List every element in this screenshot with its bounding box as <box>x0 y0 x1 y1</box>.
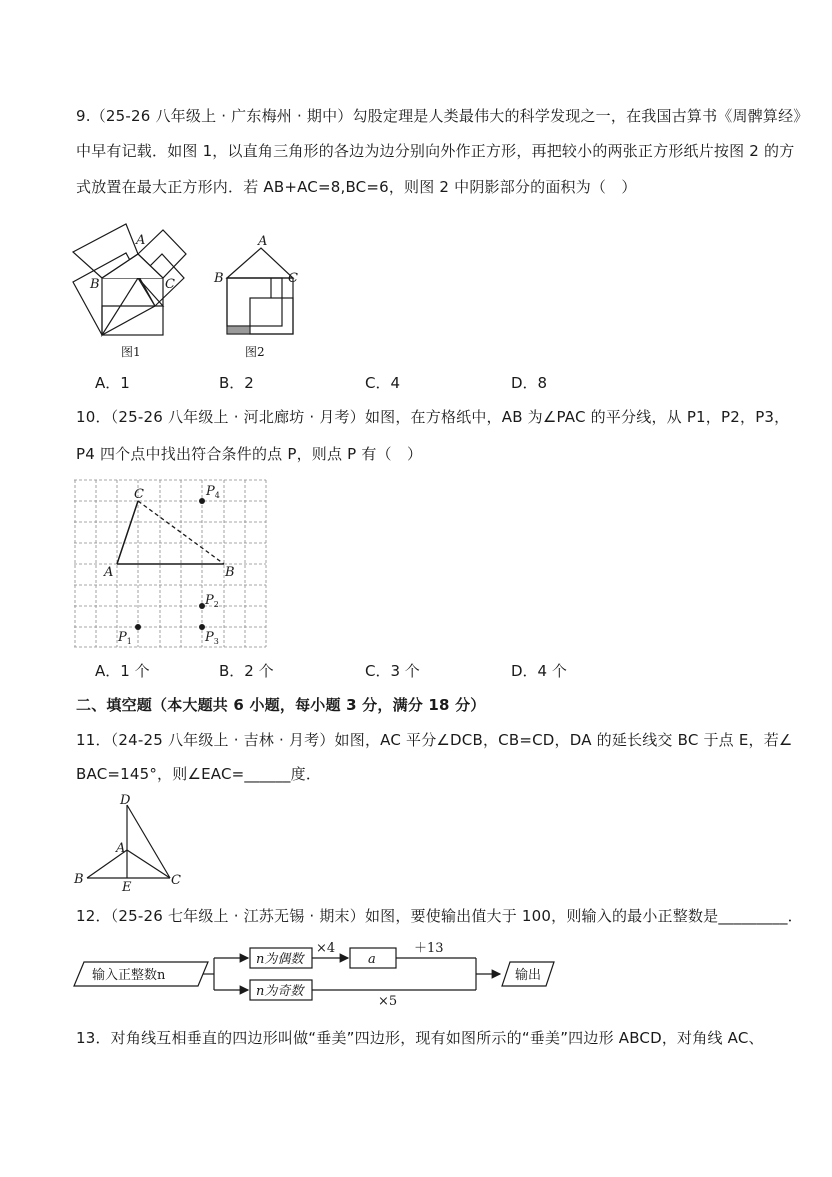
q11-label-e: E <box>122 880 132 895</box>
fig2-label-a: A <box>258 234 268 249</box>
q12-output-label: 输出 <box>515 968 542 983</box>
q12-line1: 12．（25-26 七年级上 · 江苏无锡 · 期末）如图，要使输出值大于 100，则输入的最小正整数是_________． <box>76 907 803 925</box>
fig1-triangle <box>102 278 163 335</box>
q11-line-dc <box>127 805 170 878</box>
q10-label-p3: $P_3$ <box>205 630 219 646</box>
q10-option-a[interactable]: A．1 个 <box>95 662 150 680</box>
fig2-roof <box>227 248 293 278</box>
q13-line1: 13．对角线互相垂直的四边形叫做“垂美”四边形，现有如图所示的“垂美”四边形 ABCD，对角线 AC、 <box>76 1029 764 1047</box>
q11-line1: 11．（24-25 八年级上 · 吉林 · 月考）如图，AC 平分∠DCB，CB=CD，DA 的延长线交 BC 于点 E，若∠ <box>76 731 793 749</box>
q10-grid-figure <box>74 479 268 649</box>
fig2-caption: 图2 <box>245 345 265 359</box>
q9-line1: 9.（25-26 八年级上 · 广东梅州 · 期中）勾股定理是人类最伟大的科学发现之一，在我国古算书《周髀算经》 <box>76 107 809 125</box>
q10-point-p4 <box>199 498 205 504</box>
q10-segment-ac <box>117 501 138 564</box>
q12-input-label: 输入正整数n <box>92 968 166 983</box>
q10-option-c[interactable]: C．3 个 <box>365 662 420 680</box>
q10-label-p4: $P_4$ <box>206 484 220 500</box>
fig2-square-ac <box>250 298 293 334</box>
fig1-label-a: A <box>136 233 146 248</box>
q9-option-a[interactable]: A．1 <box>95 374 130 392</box>
fig1-label-c: C <box>165 277 175 292</box>
fig1-label-b: B <box>90 277 100 292</box>
q12-times5-label: ×5 <box>378 994 398 1009</box>
q11-label-a: A <box>116 841 126 856</box>
q9-option-b[interactable]: B．2 <box>219 374 254 392</box>
fig1-caption: 图1 <box>121 345 141 359</box>
q9-option-c[interactable]: C．4 <box>365 374 401 392</box>
q12-a-label: a <box>368 952 376 967</box>
q9-figure-2 <box>205 232 305 368</box>
q11-label-b: B <box>74 872 84 887</box>
q10-line1: 10．（25-26 八年级上 · 河北廊坊 · 月考）如图，在方格纸中，AB 为∠PAC 的平分线，从 P1，P2，P3， <box>76 408 790 426</box>
fig2-shaded-area <box>227 326 250 334</box>
q11-line-ac <box>127 850 170 878</box>
q10-point-p1 <box>135 624 141 630</box>
fig2-label-b: B <box>214 271 224 286</box>
fig2-label-c: C <box>288 271 298 286</box>
q11-label-c: C <box>171 873 181 888</box>
q10-line2: P4 四个点中找出符合条件的点 P，则点 P 有（ ） <box>76 445 423 463</box>
q9-line3: 式放置在最大正方形内．若 AB+AC=8,BC=6，则图 2 中阴影部分的面积为（ ） <box>76 178 637 196</box>
q10-option-d[interactable]: D．4 个 <box>511 662 567 680</box>
q9-figure-1 <box>60 210 200 370</box>
section-2-title: 二、填空题（本大题共 6 小题，每小题 3 分，满分 18 分） <box>76 696 486 714</box>
q12-flowchart <box>72 938 562 1008</box>
q10-label-p2: $P_2$ <box>205 593 219 609</box>
q10-label-b: B <box>225 565 235 580</box>
q11-line2: BAC=145°，则∠EAC=______度． <box>76 765 322 783</box>
q12-even-label: n为偶数 <box>256 952 304 967</box>
q10-option-b[interactable]: B．2 个 <box>219 662 274 680</box>
q12-plus13-label: ＋13 <box>414 941 444 956</box>
q9-option-d[interactable]: D．8 <box>511 374 548 392</box>
q12-odd-label: n为奇数 <box>256 984 304 999</box>
q11-figure <box>70 790 190 895</box>
q9-line2: 中早有记载．如图 1，以直角三角形的各边为边分别向外作正方形，再把较小的两张正方形纸片按图 2 的方 <box>76 142 795 160</box>
q10-label-a: A <box>104 565 114 580</box>
q10-label-p1: $P_1$ <box>118 630 132 646</box>
fig2-square-ab <box>227 278 282 326</box>
q11-label-d: D <box>120 793 131 808</box>
q12-times4-label: ×4 <box>316 941 336 956</box>
q10-label-c: C <box>134 487 144 502</box>
